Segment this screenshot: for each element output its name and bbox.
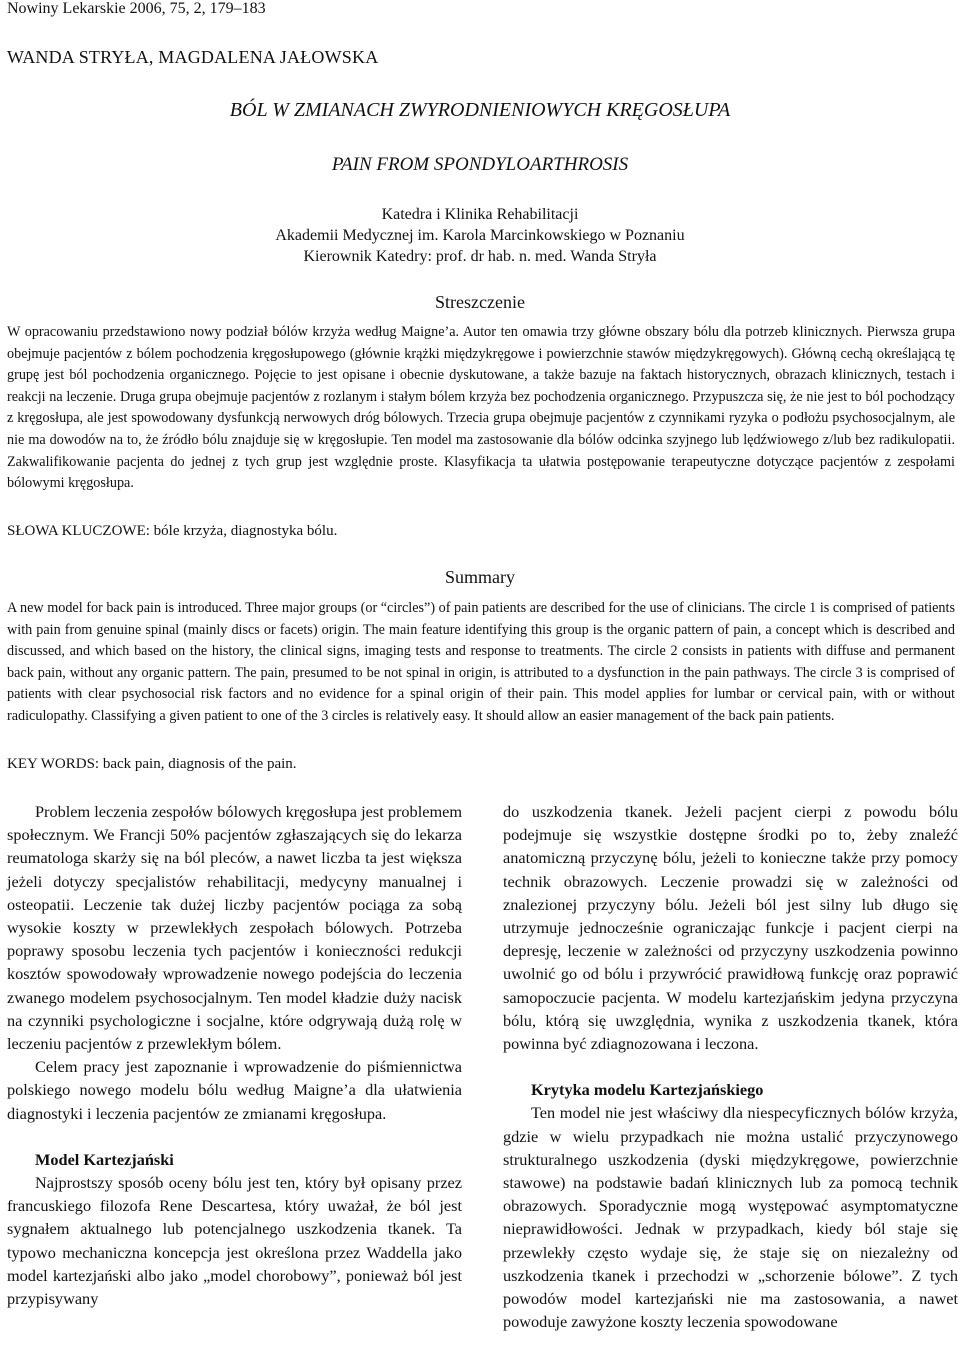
- english-keywords: KEY WORDS: back pain, diagnosis of the pain.: [7, 756, 297, 772]
- streszczenie-heading: Streszczenie: [435, 292, 525, 312]
- summary-paragraph: A new model for back pain is introduced. Three major groups (or “circles”) of pain patients are described for the use of clinicians. The circle 1 is comprised of patients with pain from genuine spinal (mainly discs or facets) origin. The main feature identifying this group is the organic pattern of pain, a concept which is described and discussed, and which based on the history, the clinical signs, imaging tests and response to treatments. The circle 2 consists in patients with diffuse and permanent back pain, without any organic pattern. The pain, presumed to be not spinal in origin, is attributed to a dysfunction in the pain pathways. The circle 3 is comprised of patients with clear psychosocial risk factors and no evidence for a spinal origin of their pain. This model applies for lumbar or cervical pain, with or without radiculopathy. Classifying a given patient to one of the 3 circles is relatively easy. It should allow an easier management of the back pain patients.: [7, 600, 955, 724]
- section-heading-cartesian-model: Model Kartezjański: [35, 1149, 174, 1169]
- affiliation-line: Kierownik Katedry: prof. dr hab. n. med. Wanda Stryła: [303, 248, 657, 265]
- section-heading-critique: Krytyka modelu Kartezjańskiego: [531, 1080, 764, 1100]
- affiliation-line: Katedra i Klinika Rehabilitacji: [381, 206, 579, 223]
- streszczenie-paragraph: W opracowaniu przedstawiono nowy podział bólów krzyża według Maigne’a. Autor ten omawia trzy główne obszary bólu dla potrzeb klinicznych. Pierwsza grupa obejmuje pacjentów z bólem pochodzenia kręgosłupowego (głównie krążki międzykręgowe i powierzchnie stawów międzykręgowych). Główną cechą określającą tę grupę jest ból pochodzenia organicznego. Pojęcie to jest opisane i obecnie dyskutowane, a także bazuje na faktach historycznych, obrazach klinicznych, testach i reakcji na leczenie. Druga grupa obejmuje pacjentów z rozlanym i stałym bólem krzyża bez pochodzenia organicznego. Przypuszcza się, że nie jest to ból pochodzący z kręgosłupa, ale jest spowodowany dysfunkcją nerwowych dróg bólowych. Trzecia grupa obejmuje pacjentów z czynnikami ryzyka o podłożu psychosocjalnym, ale nie ma dowodów na to, że źródło bólu znajduje się w kręgosłupie. Ten model ma zastosowanie dla bólów odcinka szyjnego lub lędźwiowego z/lub bez radikulopatii. Zakwalifikowanie pacjenta do jednej z tych grup jest względnie proste. Klasyfikacja ta ułatwia postępowanie terapeutyczne dotyczące pacjentów z zespołami bólowymi kręgosłupa.: [7, 324, 955, 492]
- left-column: [7, 800, 462, 1310]
- affiliation: [0, 204, 960, 267]
- title-polish: BÓL W ZMIANACH ZWYRODNIENIOWYCH KRĘGOSŁUPA: [229, 99, 731, 121]
- polish-keywords: SŁOWA KLUCZOWE: bóle krzyża, diagnostyka bólu.: [7, 523, 338, 539]
- cartesian-paragraph: Najprostszy sposób oceny bólu jest ten, który był opisany przez francuskiego filozofa Rene Descartesa, który uważał, że ból jest sygnałem aktualnego lub potencjalnego uszkodzenia tkanek. Ta typowo mechaniczna koncepcja jest określona przez Waddella jako model kartezjański albo jako „model chorobowy”, ponieważ ból jest przypisywany: [7, 1173, 462, 1309]
- intro-paragraph: Problem leczenia zespołów bólowych kręgosłupa jest problemem społecznym. We Francji 50% pacjentów zgłaszających się do lekarza reumatologa skarży się na ból pleców, a nawet liczba ta jest większa jeżeli dotyczy specjalistów rehabilitacji, medycyny manualnej i osteopatii. Leczenie tak dużej liczby pacjentów pociąga za sobą wysokie koszty w przewlekłych zespołach bólowych. Potrzeba poprawy sposobu leczenia tych pacjentów i konieczności redukcji kosztów spowodowały wprowadzenie nowego podejścia do leczenia zwanego modelem psychosocjalnym. Ten model kładzie duży nacisk na czynniki psychologiczne i socjalne, które odgrywają dużą rolę w leczeniu pacjentów z przewlekłym bólem.: [7, 802, 462, 1054]
- title-english: PAIN FROM SPONDYLOARTHROSIS: [331, 154, 629, 175]
- summary-heading: Summary: [445, 567, 515, 587]
- journal-reference: Nowiny Lekarskie 2006, 75, 2, 179–183: [7, 0, 266, 17]
- critique-paragraph: Ten model nie jest właściwy dla niespecyficznych bólów krzyża, gdzie w wielu przypadkach nie można ustalić przyczynowego strukturalnego uszkodzenia (dyski międzykręgowe, powierzchnie stawowe) na podstawie badań klinicznych lub za pomocą technik obrazowych. Sporadycznie mogą występować asymptomatyczne nieprawidłowości. Jednak w przypadkach, kiedy ból staje się przewlekły często wydaje się, że staje się on niezależny od uszkodzenia tkanek i przechodzi w „schorzenie bólowe”. Z tych powodów model kartezjański nie ma zastosowania, a nawet powoduje zawyżone koszty leczenia spowodowane: [503, 1103, 958, 1332]
- continued-paragraph: do uszkodzenia tkanek. Jeżeli pacjent cierpi z powodu bólu podejmuje się wszystkie dostępne środki po to, żeby znaleźć anatomiczną przyczynę bólu, jeżeli to konieczne także przy pomocy technik obrazowych. Leczenie prowadzi się w zależności od znalezionej przyczyny bólu. Jeżeli ból jest silny lub długo się utrzymuje jednocześnie ograniczając funkcje i pacjent cierpi na depresję, leczenie w zależności od przyczyny uszkodzenia powinno uwolnić go od bólu i przywrócić prawidłową funkcję oraz poprawić samopoczucie pacjenta. W modelu kartezjańskim jedyna przyczyna bólu, którą się uwzględnia, wynika z uszkodzenia tkanek, która powinna być zdiagnozowana i leczona.: [503, 802, 958, 1054]
- aim-paragraph: Celem pracy jest zapoznanie i wprowadzenie do piśmiennictwa polskiego nowego modelu bólu według Maigne’a dla ułatwienia diagnostyki i leczenia pacjentów ze zmianami kręgosłupa.: [7, 1057, 462, 1123]
- streszczenie-text: [7, 322, 955, 495]
- right-column: [503, 800, 958, 1333]
- summary-text: [7, 598, 955, 728]
- affiliation-line: Akademii Medycznej im. Karola Marcinkowskiego w Poznaniu: [275, 227, 685, 244]
- authors: WANDA STRYŁA, MAGDALENA JAŁOWSKA: [7, 47, 379, 67]
